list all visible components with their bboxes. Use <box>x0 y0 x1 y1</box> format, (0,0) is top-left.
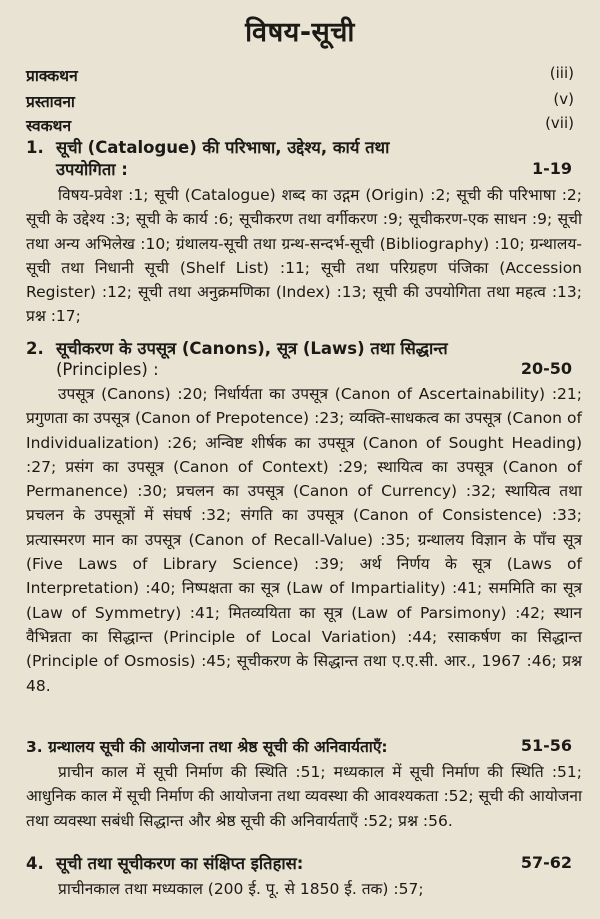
chapter-number: 1. <box>26 138 44 157</box>
front-matter-page: (v) <box>553 90 574 108</box>
front-matter-label: प्राक्कथन <box>26 67 78 85</box>
chapter-heading: सूची तथा सूचीकरण का संक्षिप्त इतिहास: <box>56 854 304 873</box>
chapter-heading: सूचीकरण के उपसूत्र (Canons), सूत्र (Laws) तथा सिद्धान्त <box>56 339 448 358</box>
chapter-number: 4. <box>26 854 44 873</box>
chapter-heading <box>26 736 506 758</box>
chapter-contents: उपसूत्र (Canons) :20; निर्धार्यता का उपसूत्र (Canon of Ascertainability) :21; प्रगुणता का उपसूत्र (Canon of Prepotence) :23; व्यक्ति-साधकत्व का उपसूत्र (Canon of Individualization) :26; अन्विष्ट शीर्षक का उपसूत्र (Canon of Sought Heading) :27; प्रसंग का उपसूत्र (Canon of Context) :29; स्थायित्व का उपसूत्र (Canon of Permanence) :30; प्रचलन का उपसूत्र (Canon of Currency) :32; स्थायित्व तथा प्रचलन के उपसूत्रों में संघर्ष :32; संगति का उपसूत्र (Canon of Consistence) :33; प्रत्यास्मरण मान का उपसूत्र (Canon of Recall-Value) :35; ग्रन्थालय विज्ञान के पाँच सूत्र (Five Laws of Library Science) :39; अर्थ निर्णय के सूत्र (Laws of Interpretation) :40; निष्पक्षता का सूत्र (Law of Impartiality) :41; सममिति का सूत्र (Law of Symmetry) :41; मितव्ययिता का सूत्र (Law of Parsimony) :42; स्थान वैभिन्नता का सिद्धान्त (Principle of Local Variation) :44; रसाकर्षण का सिद्धान्त (Principle of Osmosis) :45; सूचीकरण के सिद्धान्त तथा ए.ए.सी. आर., 1967 :46; प्रश्न 48. <box>26 385 582 695</box>
front-matter-item <box>26 90 574 112</box>
chapter-heading-text: ग्रन्थालय सूची की आयोजना तथा श्रेष्ठ सूची की अनिवार्यताएँ: <box>48 738 388 756</box>
chapter-heading: सूची (Catalogue) की परिभाषा, उद्देश्य, कार्य तथा <box>56 138 390 157</box>
front-matter-item <box>26 64 574 86</box>
chapter-heading-cont: (Principles) : <box>56 360 159 379</box>
chapter-pages: 20-50 <box>520 359 572 378</box>
front-matter-item <box>26 114 574 136</box>
chapter-contents: प्राचीनकाल तथा मध्यकाल (200 ई. पू. से 1850 ई. तक) :57; <box>58 880 424 898</box>
chapter-pages: 1-19 <box>531 159 572 178</box>
front-matter-page: (iii) <box>549 64 574 82</box>
front-matter-label: स्वकथन <box>26 117 72 135</box>
front-matter-label: प्रस्तावना <box>26 93 75 111</box>
chapter-pages: 57-62 <box>520 853 572 872</box>
chapter-pages: 51-56 <box>520 736 572 755</box>
chapter-heading-cont: उपयोगिता : <box>56 160 128 179</box>
page-title: विषय-सूची <box>245 17 355 48</box>
front-matter-page: (vii) <box>545 114 574 132</box>
chapter-number: 3. <box>26 738 43 756</box>
chapter-contents: विषय-प्रवेश :1; सूची (Catalogue) शब्द का उद्गम (Origin) :2; सूची की परिभाषा :2; सूची के उद्देश्य :3; सूची के कार्य :6; सूचीकरण तथा वर्गीकरण :9; सूचीकरण-एक साधन :9; सूची तथा अन्य अभिलेख :10; ग्रंथालय-सूची तथा ग्रन्थ-सन्दर्भ-सूची (Bibliography) :10; ग्रन्थालय-सूची तथा निधानी सूची (Shelf List) :11; सूची तथा परिग्रहण पंजिका (Accession Register) :12; सूची तथा अनुक्रमणिका (Index) :13; सूची की उपयोगिता तथा महत्व :13; प्रश्न :17; <box>26 186 582 326</box>
chapter-contents: प्राचीन काल में सूची निर्माण की स्थिति :51; मध्यकाल में सूची निर्माण की स्थिति :51; आधुनिक काल में सूची निर्माण की आयोजना तथा व्यवस्था की आवश्यकता :52; सूची की आयोजना तथा व्यवस्था सबंधी सिद्धान्त और श्रेष्ठ सूची की अनिवार्यताएँ :52; प्रश्न :56. <box>26 763 582 830</box>
chapter-number: 2. <box>26 339 44 358</box>
